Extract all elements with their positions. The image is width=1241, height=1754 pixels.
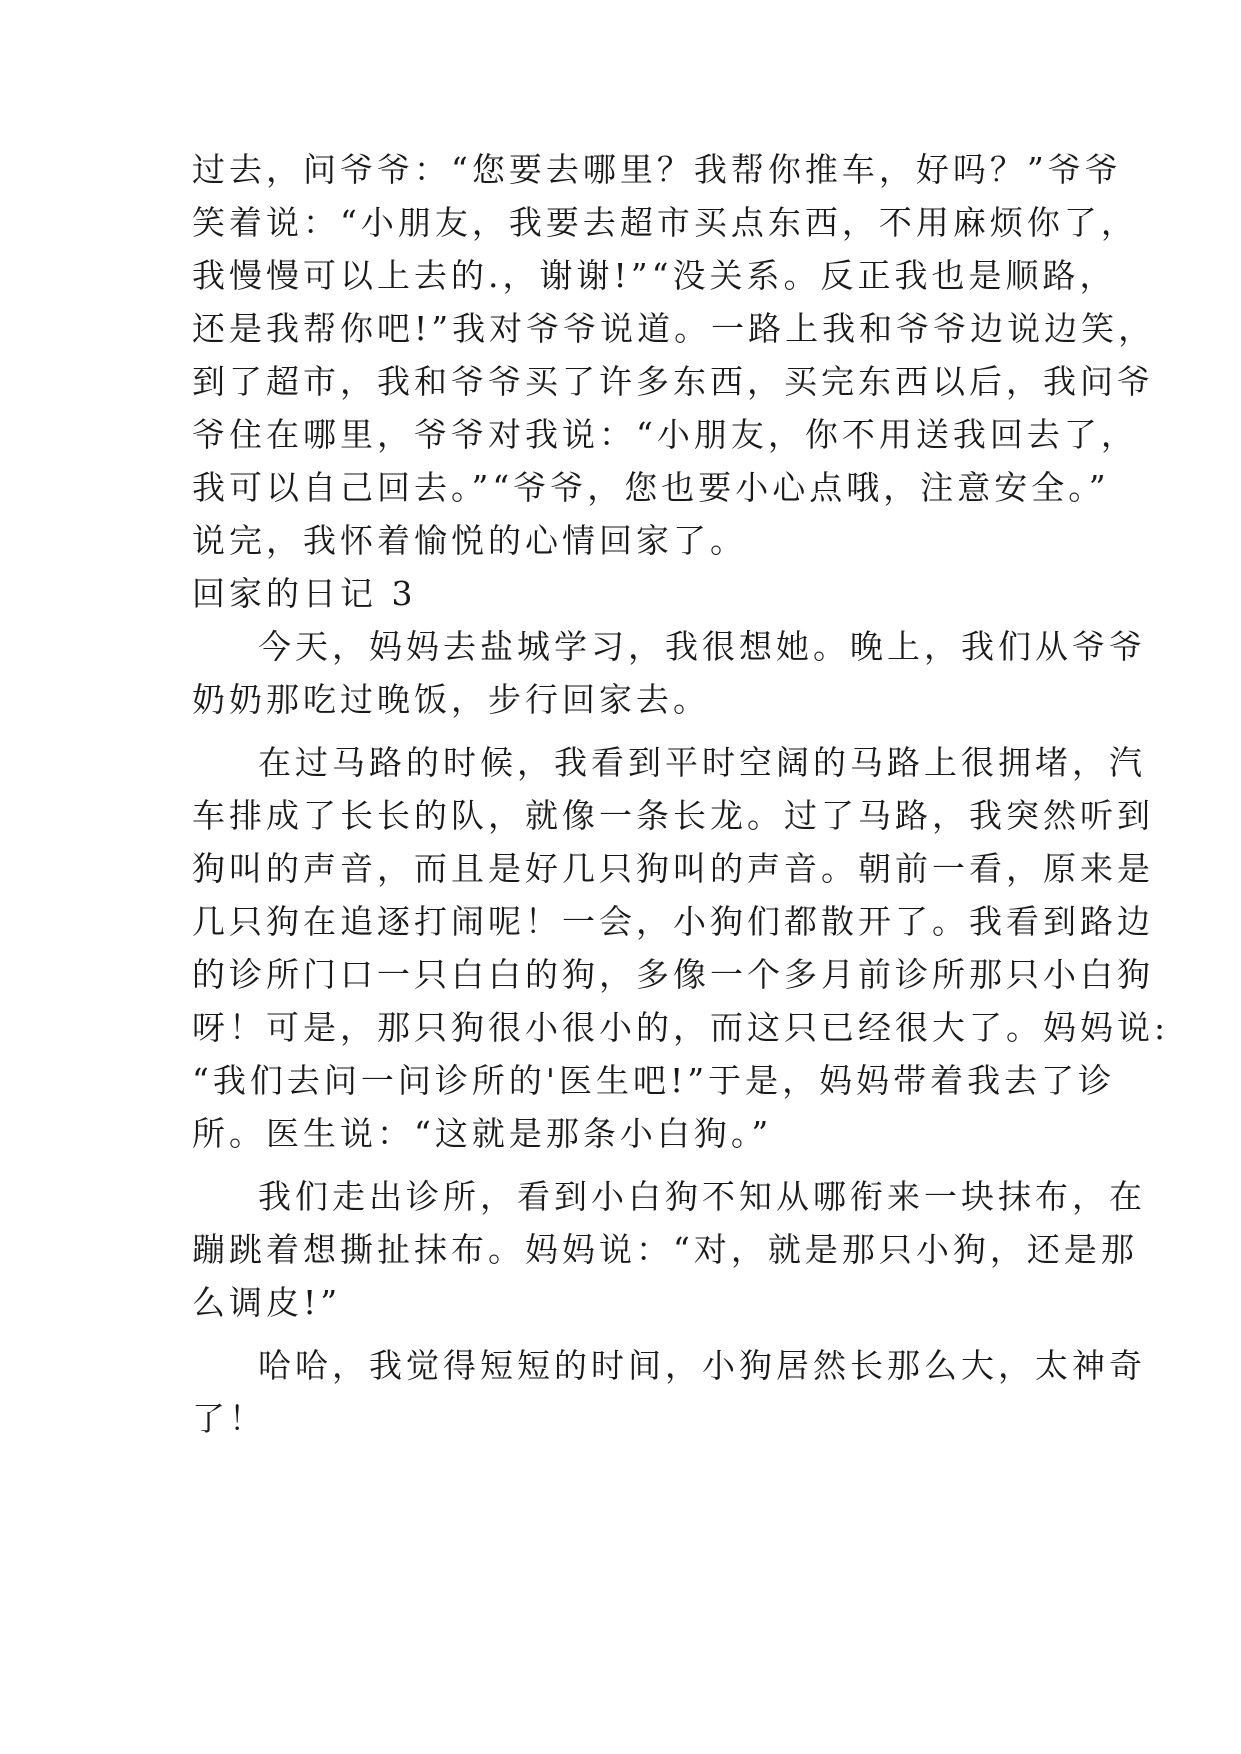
body-text-line: “我们去问一问诊所的'医生吧!”于是，妈妈带着我去了诊 — [192, 1061, 1116, 1100]
body-text-line: 呀！可是，那只狗很小很小的，而这只已经很大了。妈妈说: — [192, 1008, 1170, 1047]
body-text-line: 今天，妈妈去盐城学习，我很想她。晚上，我们从爷爷 — [258, 627, 1146, 666]
body-text-line: 几只狗在追逐打闹呢！一会，小狗们都散开了。我看到路边 — [192, 902, 1154, 941]
body-text-line: 车排成了长长的队，就像一条长龙。过了马路，我突然听到 — [192, 796, 1154, 835]
body-text-line: 到了超市，我和爷爷买了许多东西，买完东西以后，我问爷 — [192, 362, 1154, 401]
body-text-line: 我可以自己回去。”“爷爷，您也要小心点哦，注意安全。” — [192, 468, 1110, 507]
body-text-line: 笑着说：“小朋友，我要去超市买点东西，不用麻烦你了， — [192, 203, 1138, 242]
section-heading: 回家的日记 3 — [192, 574, 417, 613]
body-text-line: 狗叫的声音，而且是好几只狗叫的声音。朝前一看，原来是 — [192, 849, 1154, 888]
body-text-line: 所。医生说：“这就是那条小白狗。” — [192, 1114, 773, 1153]
body-text-line: 我慢慢可以上去的.，谢谢!”“没关系。反正我也是顺路， — [192, 256, 1117, 295]
body-text-line: 还是我帮你吧!”我对爷爷说道。一路上我和爷爷边说边笑， — [192, 309, 1156, 348]
body-text-line: 蹦跳着想撕扯抹布。妈妈说：“对，就是那只小狗，还是那 — [192, 1230, 1138, 1269]
body-text-line: 奶奶那吃过晚饭，步行回家去。 — [192, 680, 710, 719]
body-text-line: 过去，问爷爷：“您要去哪里？我帮你推车，好吗？”爷爷 — [192, 150, 1122, 189]
body-text-line: 么调皮!” — [192, 1283, 342, 1322]
body-text-line: 我们走出诊所，看到小白狗不知从哪衔来一块抹布，在 — [258, 1177, 1146, 1216]
body-text-line: 哈哈，我觉得短短的时间，小狗居然长那么大，太神奇 — [258, 1346, 1146, 1385]
body-text-line: 爷住在哪里，爷爷对我说：“小朋友，你不用送我回去了， — [192, 415, 1138, 454]
body-text-line: 在过马路的时候，我看到平时空阔的马路上很拥堵，汽 — [258, 743, 1146, 782]
body-text-line: 说完，我怀着愉悦的心情回家了。 — [192, 521, 747, 560]
body-text-line: 的诊所门口一只白白的狗，多像一个多月前诊所那只小白狗 — [192, 955, 1154, 994]
body-text-line: 了！ — [192, 1399, 266, 1438]
